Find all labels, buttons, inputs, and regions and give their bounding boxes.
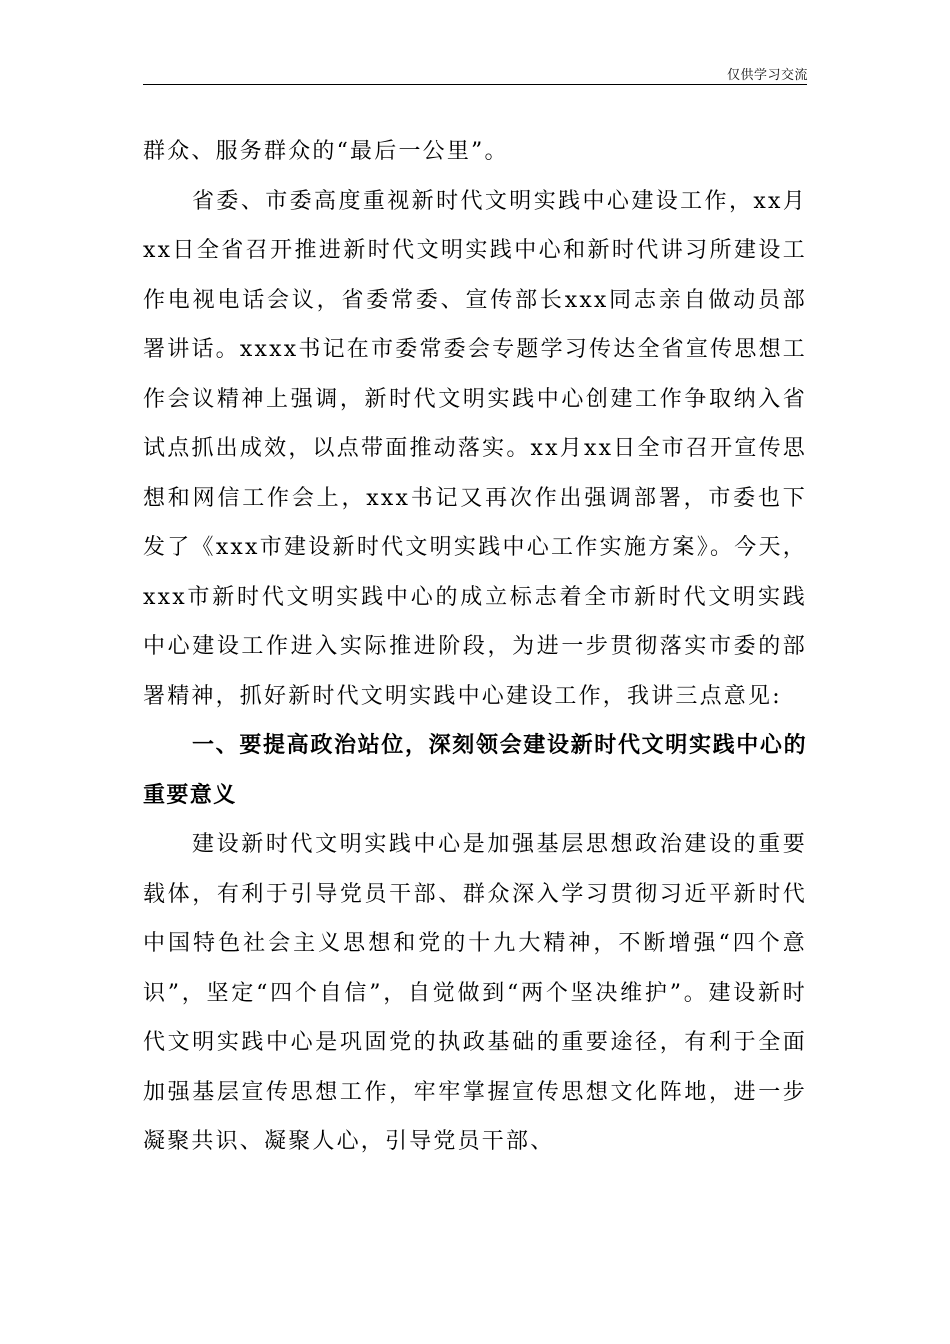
paragraph-continuation: 群众、服务群众的“最后一公里”。 — [143, 139, 509, 164]
header-rule — [143, 84, 807, 85]
header-note: 仅供学习交流 — [726, 68, 808, 83]
paragraph-background: 省委、市委高度重视新时代文明实践中心建设工作，xx月xx日全省召开推进新时代文明实践中心和新时代讲习所建设工作电视电话会议，省委常委、宣传部长xxx同志亲自做动员部署讲话。xxxx书记在市委常委会专题学习传达全省宣传思想工作会议精神上强调，新时代文明实践中心创建工作争取纳入省试点抓出成效，以点带面推动落实。xx月xx日全市召开宣传思想和网信工作会上，xxx书记又再次作出强调部署，市委也下发了《xxx市建设新时代文明实践中心工作实施方案》。今天，xxx市新时代文明实践中心的成立标志着全市新时代文明实践中心建设工作进入实际推进阶段，为进一步贯彻落实市委的部署精神，抓好新时代文明实践中心建设工作，我讲三点意见: — [143, 188, 807, 709]
section-heading-1: 一、要提高政治站位，深刻领会建设新时代文明实践中心的重要意义 — [143, 733, 807, 808]
paragraph-significance: 建设新时代文明实践中心是加强基层思想政治建设的重要载体，有利于引导党员干部、群众深入学习贯彻习近平新时代中国特色社会主义思想和党的十九大精神，不断增强“四个意识”，坚定“四个自信”，自觉做到“两个坚决维护”。建设新时代文明实践中心是巩固党的执政基础的重要途径，有利于全面加强基层宣传思想工作，牢牢掌握宣传思想文化阵地，进一步凝聚共识、凝聚人心，引导党员干部、 — [143, 832, 807, 1154]
document-body — [143, 127, 807, 1167]
